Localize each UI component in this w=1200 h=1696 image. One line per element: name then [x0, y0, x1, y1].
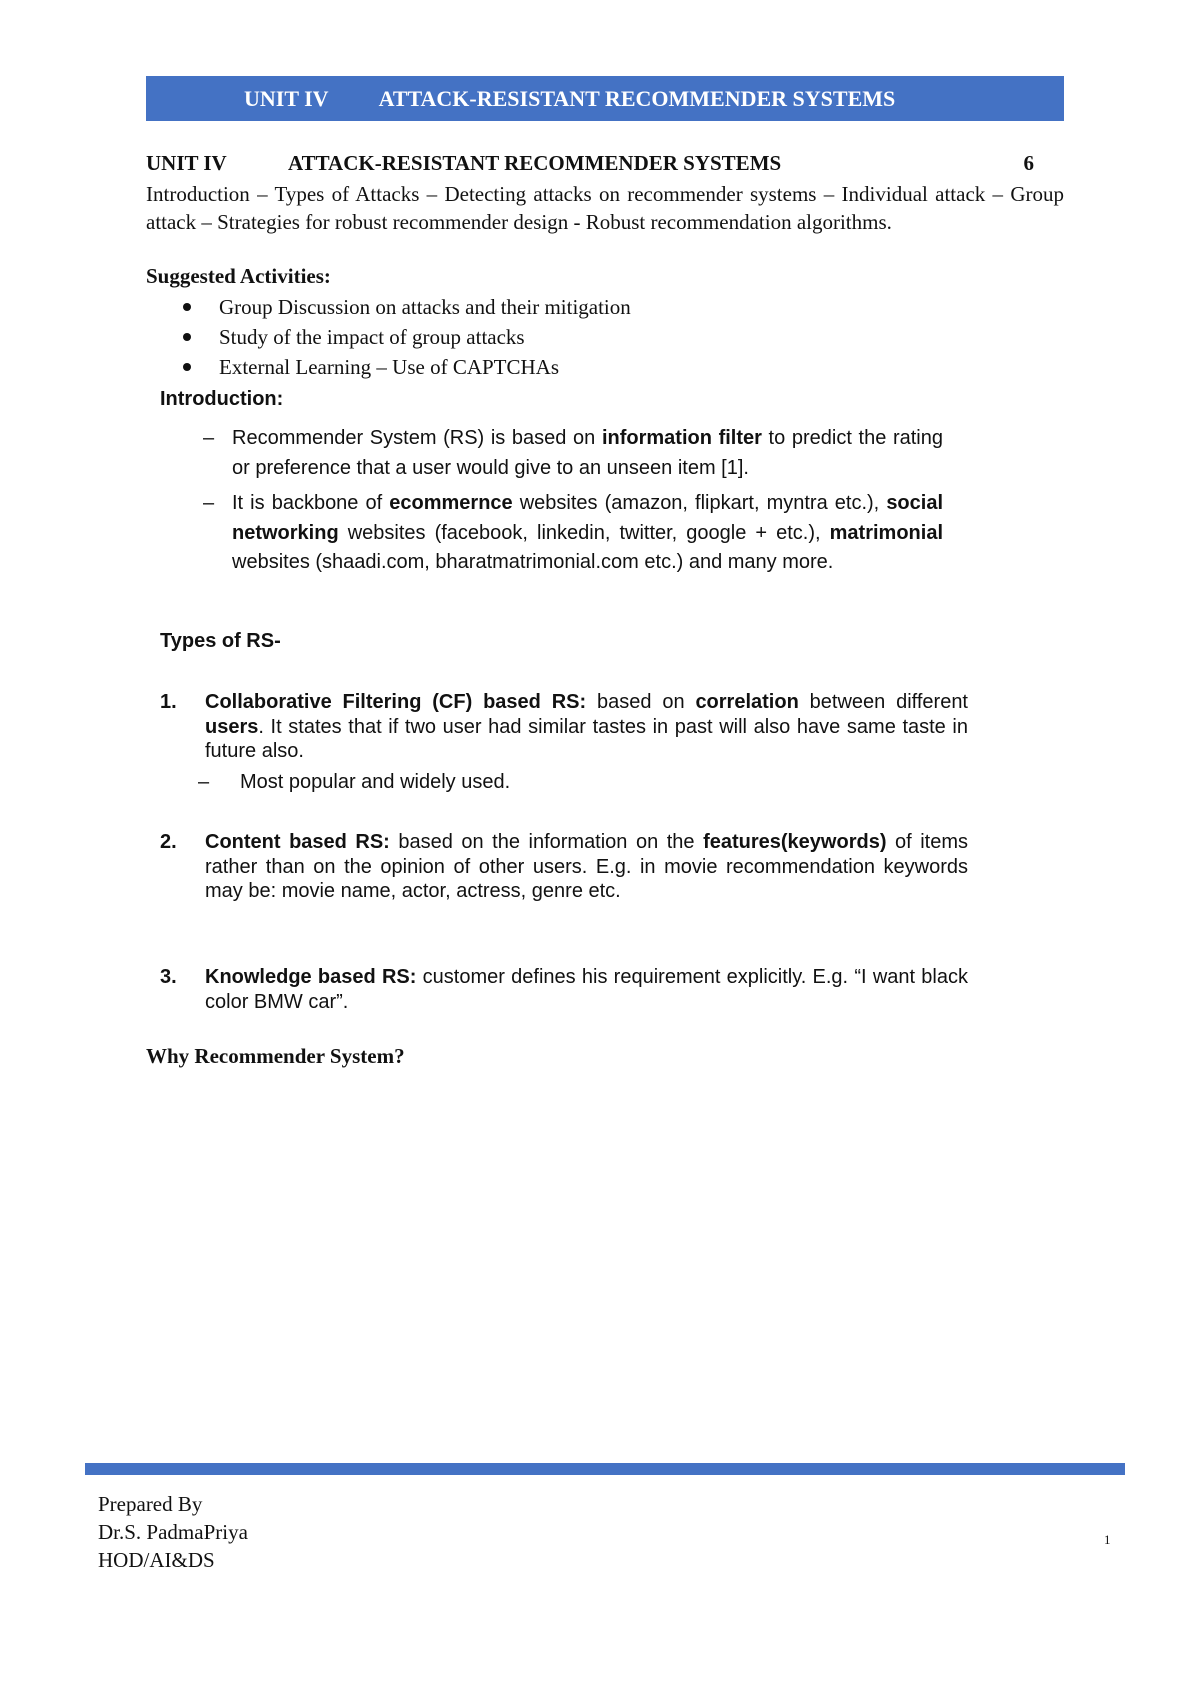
- dash-icon: –: [203, 492, 215, 514]
- activities-heading: Suggested Activities:: [146, 264, 331, 288]
- types-heading: Types of RS-: [160, 630, 281, 652]
- bullet-icon: [183, 333, 191, 341]
- type-item-collaborative: 1. Collaborative Filtering (CF) based RS: based on correlation between different users. It states that if two user had similar tastes in past will also have same taste in future also. – Most popular and widely used.: [160, 691, 968, 793]
- activities-list: [183, 292, 631, 382]
- bullet-icon: [183, 303, 191, 311]
- header-unit: UNIT IV: [244, 85, 329, 111]
- page-header-banner: [146, 76, 1064, 121]
- syllabus-title: ATTACK-RESISTANT RECOMMENDER SYSTEMS: [288, 151, 782, 175]
- list-item: Study of the impact of group attacks: [183, 322, 631, 352]
- page-number: 1: [1104, 1532, 1111, 1547]
- item-number: 1.: [160, 691, 177, 713]
- why-heading: Why Recommender System?: [146, 1044, 405, 1068]
- introduction-heading: Introduction:: [160, 388, 284, 410]
- dash-icon: –: [198, 770, 210, 793]
- footer-divider: [85, 1463, 1125, 1475]
- syllabus-topics: Introduction – Types of Attacks – Detecting attacks on recommender systems – Individual attack – Group attack – Strategies for robust recommender design - Robust recommendation algorithms.: [146, 182, 1064, 234]
- sub-item: – Most popular and widely used.: [198, 770, 511, 793]
- syllabus-unit: UNIT IV: [146, 151, 227, 175]
- list-item: External Learning – Use of CAPTCHAs: [183, 352, 631, 382]
- list-item: – It is backbone of ecommernce websites (amazon, flipkart, myntra etc.), social networking websites (facebook, linkedin, twitter, google + etc.), matrimonial websites (shaadi.com, bharatmatrimonial.com etc.) and many more.: [203, 489, 943, 578]
- list-item: Group Discussion on attacks and their mitigation: [183, 292, 631, 322]
- dash-icon: –: [203, 427, 215, 449]
- bullet-icon: [183, 363, 191, 371]
- footer-author: Prepared By Dr.S. PadmaPriya HOD/AI&DS: [98, 1492, 248, 1572]
- item-number: 3.: [160, 966, 177, 988]
- item-number: 2.: [160, 831, 177, 853]
- header-title: ATTACK-RESISTANT RECOMMENDER SYSTEMS: [378, 85, 896, 111]
- syllabus-hours: 6: [1023, 151, 1034, 175]
- introduction-list: [203, 424, 943, 578]
- type-item-knowledge: 3. Knowledge based RS: customer defines his requirement explicitly. E.g. “I want black color BMW car”.: [160, 966, 968, 1013]
- syllabus-heading: [146, 151, 1034, 176]
- type-item-content: 2. Content based RS: based on the information on the features(keywords) of items rather than on the opinion of other users. E.g. in movie recommendation keywords may be: movie name, actor, actress, genre etc.: [160, 831, 969, 902]
- list-item: – Recommender System (RS) is based on information filter to predict the rating or preference that a user would give to an unseen item [1].: [203, 424, 943, 483]
